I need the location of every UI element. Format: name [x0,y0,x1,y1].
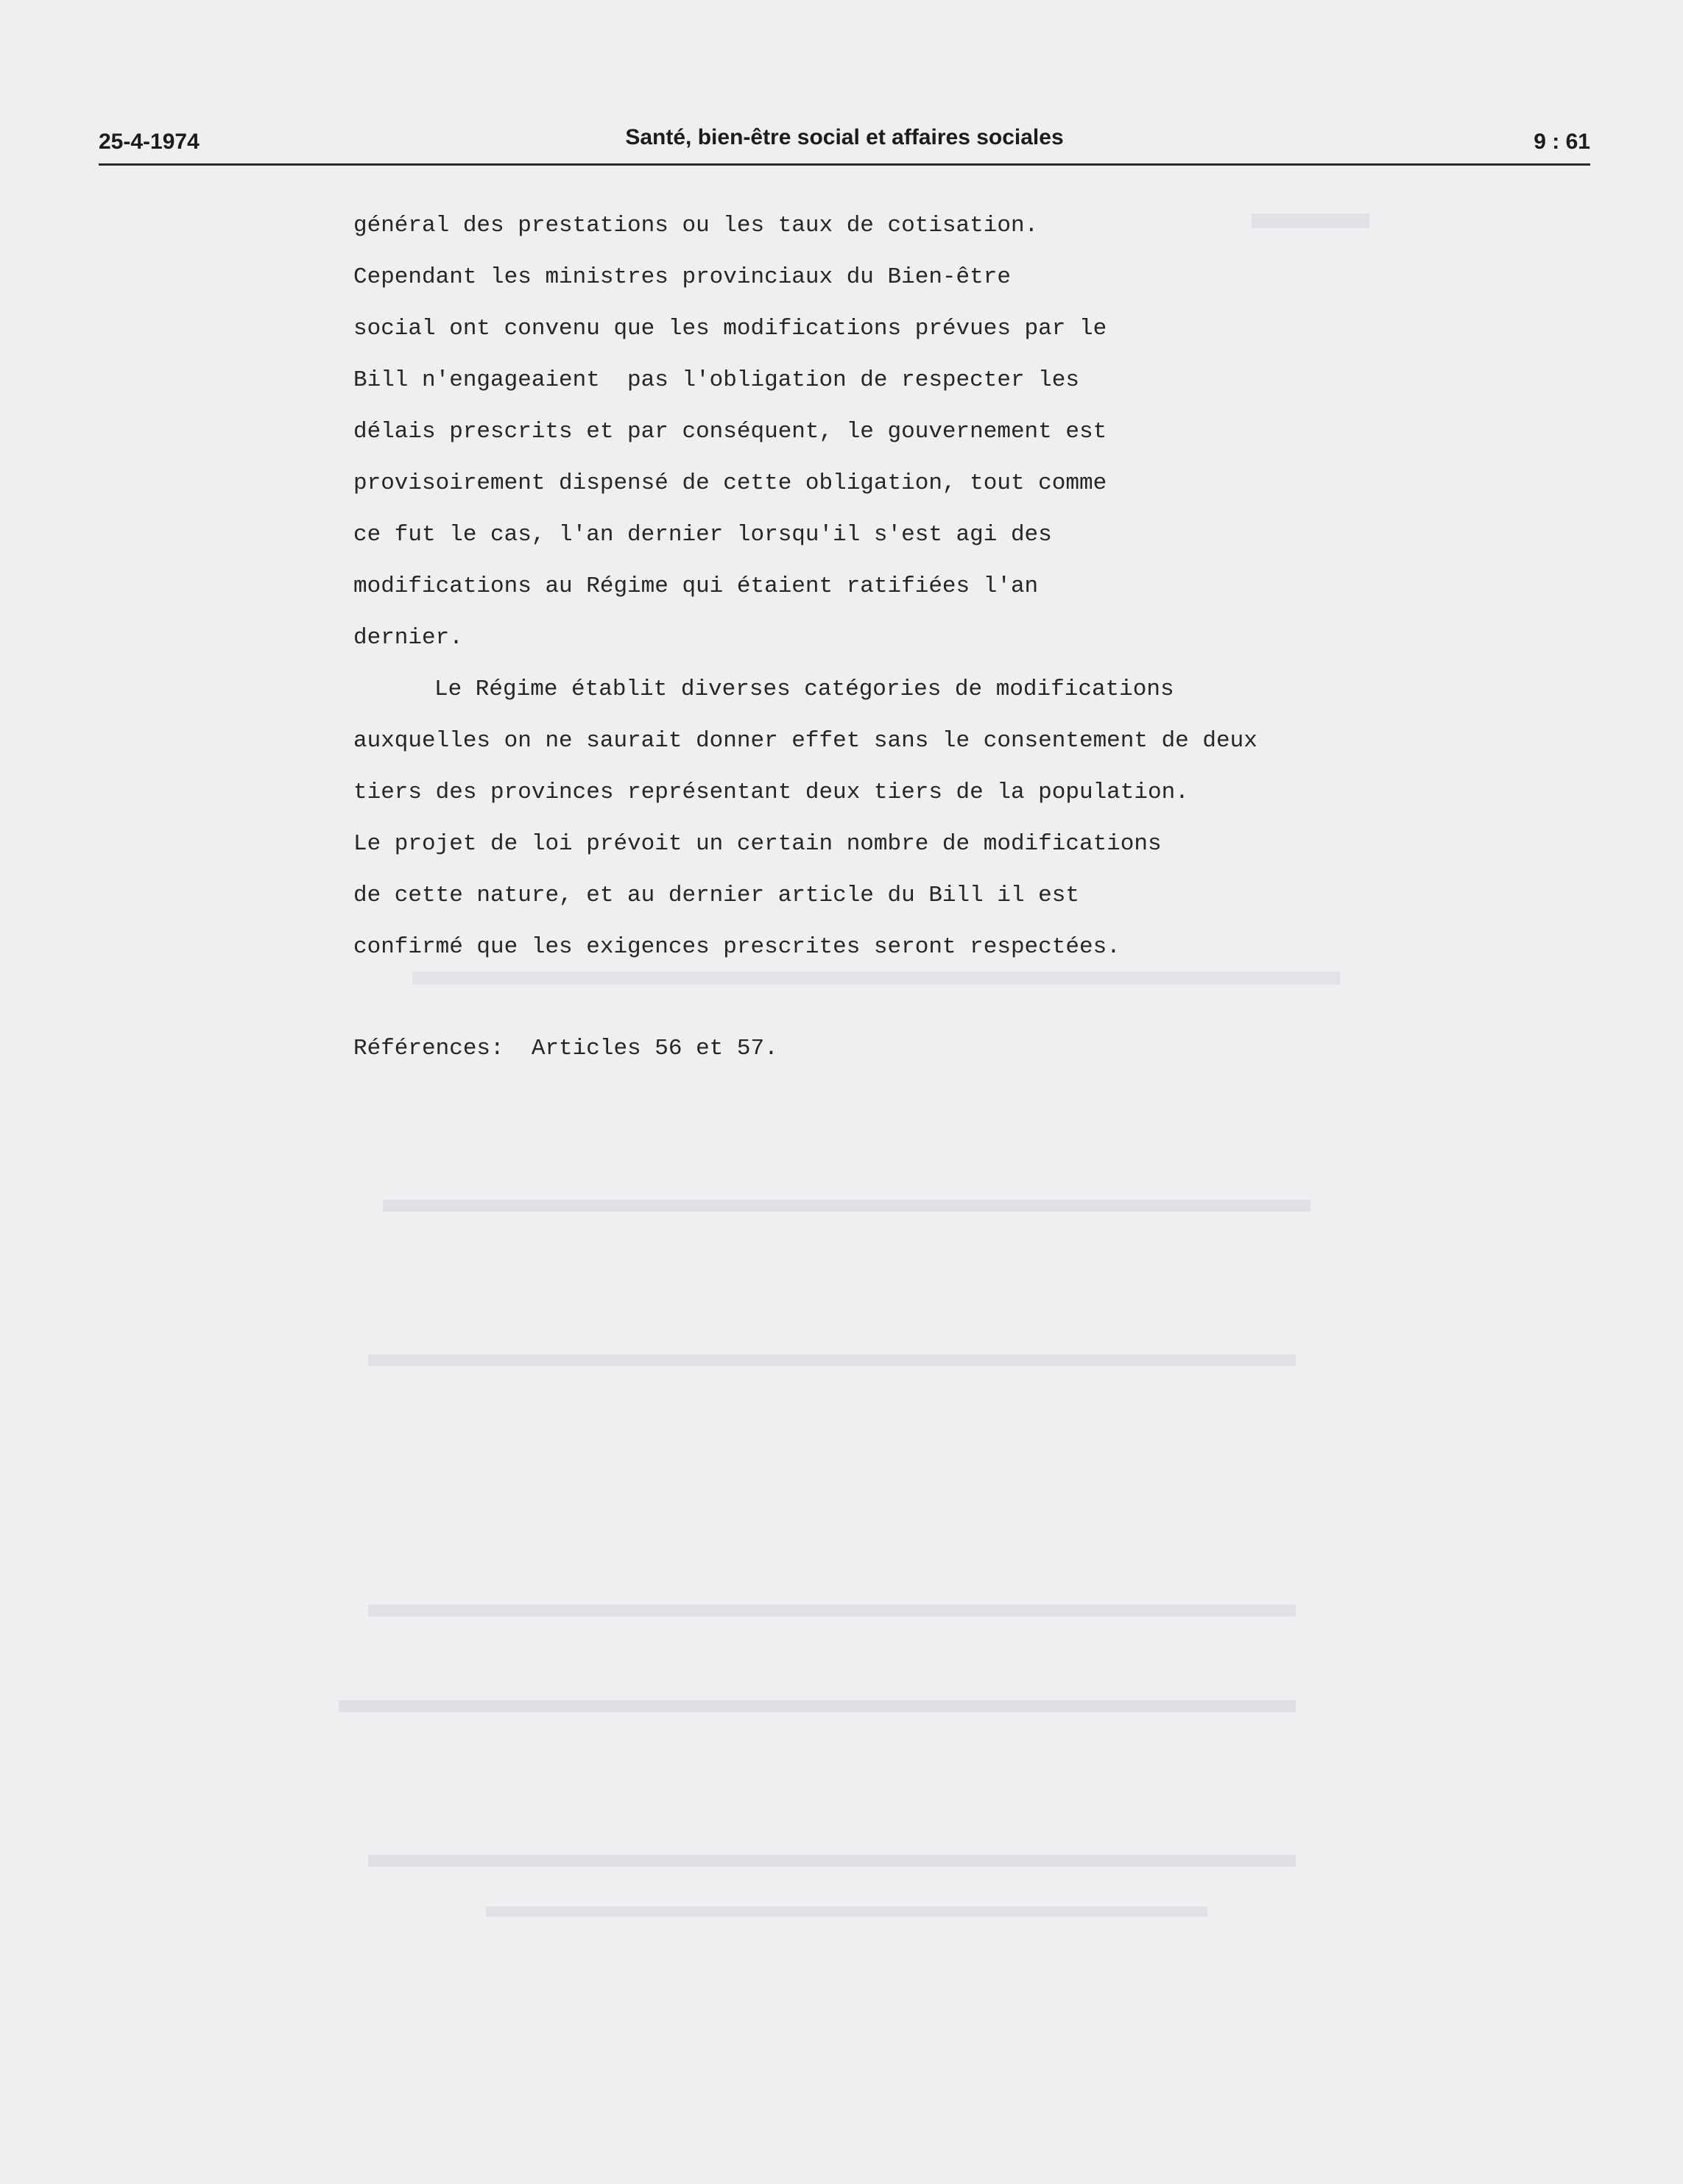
page-header [99,125,1590,166]
paragraph-1 [353,200,1369,664]
references-line: Références: Articles 56 et 57. [353,1036,778,1061]
bleed-through-decoration [486,1906,1207,1917]
paragraph-line: Cependant les ministres provinciaux du Bien-être [353,264,1011,290]
header-rule [99,163,1590,166]
bleed-through-decoration [368,1354,1296,1366]
bleed-through-decoration [368,1605,1296,1616]
paragraph-line: général des prestations ou les taux de cotisation. [353,213,1039,238]
bleed-through-decoration [368,1855,1296,1867]
bleed-through-decoration [383,1200,1310,1212]
header-page-number: 9 : 61 [1534,130,1590,154]
bleed-through-decoration [339,1700,1296,1712]
paragraph-line: Le projet de loi prévoit un certain nombre de modifications [353,831,1162,857]
header-date: 25-4-1974 [99,130,200,154]
paragraph-line: Bill n'engageaient pas l'obligation de respecter les [353,367,1079,393]
paragraph-line: ce fut le cas, l'an dernier lorsqu'il s'est agi des [353,522,1052,548]
paragraph-line: de cette nature, et au dernier article du Bill il est [353,883,1079,908]
paragraph-2 [353,664,1369,973]
paragraph-gap [353,973,1369,1023]
paragraph-line: tiers des provinces représentant deux tiers de la population. [353,780,1189,805]
paragraph-line: confirmé que les exigences prescrites seront respectées. [353,934,1121,960]
paragraph-line: Le Régime établit diverses catégories de modifications [434,676,1174,702]
paragraph-line: modifications au Régime qui étaient ratifiées l'an [353,573,1039,599]
document-body [353,200,1369,1075]
header-title: Santé, bien-être social et affaires sociales [625,125,1064,149]
paragraph-line: provisoirement dispensé de cette obligation, tout comme [353,470,1107,496]
paragraph-line: délais prescrits et par conséquent, le gouvernement est [353,419,1107,445]
paragraph-line: dernier. [353,625,463,651]
paragraph-line: social ont convenu que les modifications prévues par le [353,316,1107,342]
paragraph-line: auxquelles on ne saurait donner effet sans le consentement de deux [353,728,1257,754]
